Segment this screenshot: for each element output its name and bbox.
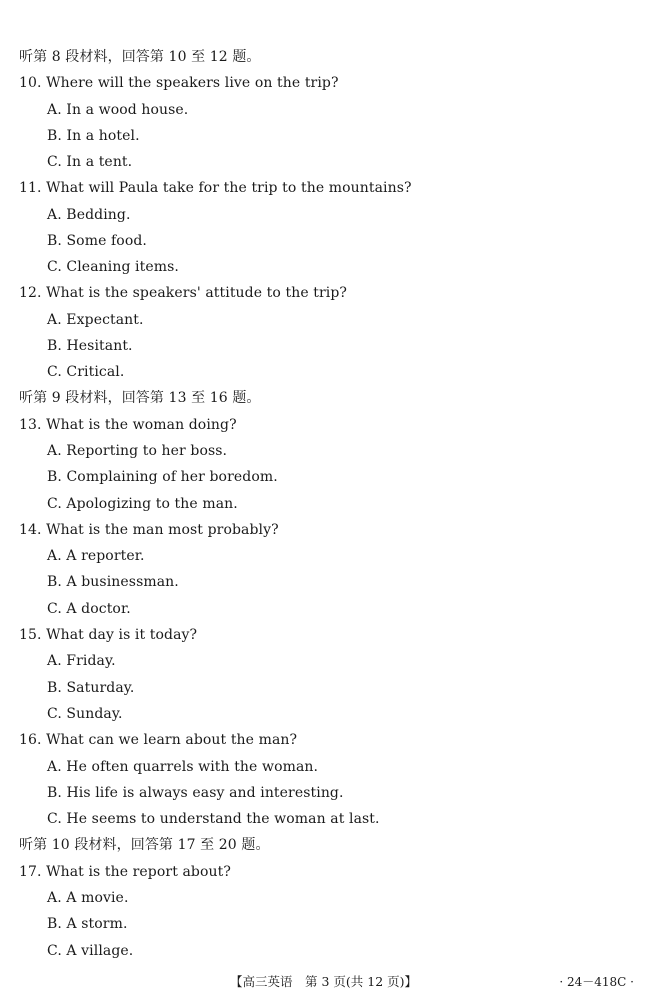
answer-option: C. In a tent. (47, 154, 133, 170)
answer-option: C. Critical. (47, 364, 125, 380)
question-stem: 14. What is the man most probably? (19, 522, 279, 538)
page-number-label: 【高三英语 第 3 页(共 12 页)】 (230, 974, 418, 989)
answer-option: A. Reporting to her boss. (47, 443, 228, 459)
answer-option: A. Expectant. (47, 312, 144, 328)
answer-option: C. He seems to understand the woman at last. (47, 811, 380, 827)
answer-option: C. A doctor. (47, 601, 131, 617)
answer-option: A. A reporter. (47, 548, 145, 564)
question-stem: 15. What day is it today? (19, 627, 198, 643)
answer-option: C. Cleaning items. (47, 259, 179, 275)
exam-code: · 24－418C · (559, 975, 634, 989)
answer-option: B. His life is always easy and interesting. (47, 785, 344, 801)
answer-option: A. Friday. (47, 653, 116, 669)
question-stem: 16. What can we learn about the man? (19, 732, 298, 748)
question-stem: 12. What is the speakers' attitude to the trip? (19, 285, 348, 301)
answer-option: B. Saturday. (47, 680, 135, 696)
answer-option: A. He often quarrels with the woman. (47, 759, 319, 775)
answer-option: C. Sunday. (47, 706, 123, 722)
question-stem: 17. What is the report about? (19, 864, 231, 880)
question-stem: 11. What will Paula take for the trip to the mountains? (19, 180, 412, 196)
answer-option: C. A village. (47, 943, 134, 959)
answer-option: B. Hesitant. (47, 338, 133, 354)
answer-option: A. In a wood house. (47, 102, 189, 118)
answer-option: B. In a hotel. (47, 128, 140, 144)
section-heading: 听第 9 段材料，回答第 13 至 16 题。 (19, 390, 261, 406)
answer-option: C. Apologizing to the man. (47, 496, 238, 512)
question-stem: 13. What is the woman doing? (19, 417, 237, 433)
answer-option: B. Complaining of her boredom. (47, 469, 278, 485)
section-heading: 听第 10 段材料，回答第 17 至 20 题。 (19, 837, 270, 853)
answer-option: B. A businessman. (47, 574, 179, 590)
answer-option: A. Bedding. (47, 207, 131, 223)
answer-option: B. Some food. (47, 233, 147, 249)
answer-option: A. A movie. (47, 890, 129, 906)
section-heading: 听第 8 段材料，回答第 10 至 12 题。 (19, 49, 261, 65)
question-stem: 10. Where will the speakers live on the trip? (19, 75, 339, 91)
answer-option: B. A storm. (47, 916, 128, 932)
